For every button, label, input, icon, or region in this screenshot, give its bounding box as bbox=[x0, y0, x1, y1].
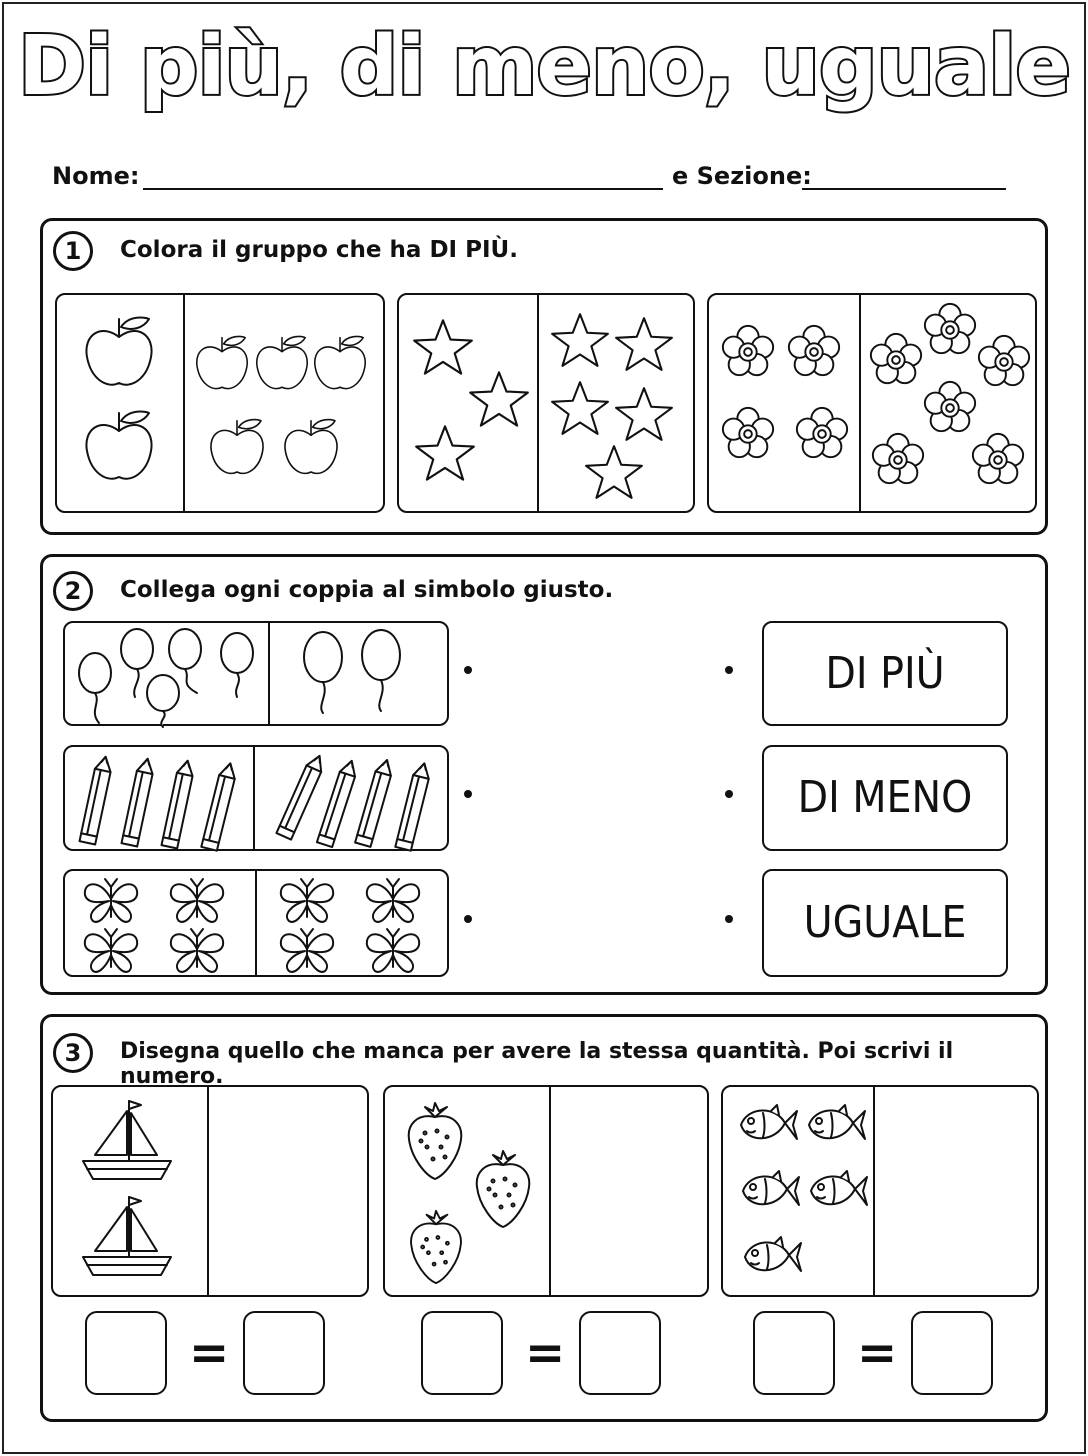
exercise-number: 1 bbox=[53, 231, 93, 271]
exercise-2 bbox=[40, 554, 1048, 995]
star-icon bbox=[413, 423, 477, 483]
pair-divider bbox=[255, 871, 257, 975]
group-pair-flowers bbox=[707, 293, 1037, 513]
butterfly-icon bbox=[79, 877, 143, 925]
butterfly-icon bbox=[361, 927, 425, 975]
answer-box-left[interactable] bbox=[753, 1311, 835, 1395]
connect-dot-right[interactable] bbox=[725, 915, 733, 923]
exercise-instruction: Colora il gruppo che ha DI PIÙ. bbox=[120, 237, 518, 263]
exercise-number: 2 bbox=[53, 571, 93, 611]
connect-dot-left[interactable] bbox=[464, 915, 472, 923]
equals-sign: = bbox=[189, 1325, 230, 1381]
flower-icon bbox=[869, 431, 927, 489]
sailboat-icon bbox=[77, 1093, 177, 1187]
exercise-3 bbox=[40, 1014, 1048, 1422]
pencil-group-icon bbox=[73, 751, 249, 851]
star-icon bbox=[549, 379, 611, 437]
butterfly-icon bbox=[79, 927, 143, 975]
exercise-1 bbox=[40, 218, 1048, 535]
flower-icon bbox=[975, 333, 1033, 391]
flower-icon bbox=[921, 301, 979, 359]
apple-icon bbox=[279, 413, 343, 483]
connect-dot-left[interactable] bbox=[464, 790, 472, 798]
group-right[interactable] bbox=[185, 295, 385, 511]
worksheet-title: Di più, di meno, uguale bbox=[18, 19, 1070, 114]
drawing-area[interactable] bbox=[209, 1087, 367, 1295]
strawberry-icon bbox=[403, 1101, 467, 1181]
drawing-area[interactable] bbox=[875, 1087, 1037, 1295]
answer-box-left[interactable] bbox=[421, 1311, 503, 1395]
name-label: Nome: bbox=[52, 162, 140, 190]
apple-icon bbox=[79, 407, 159, 487]
flower-icon bbox=[867, 331, 925, 389]
apple-icon bbox=[191, 333, 253, 395]
group-left[interactable] bbox=[709, 295, 859, 511]
option-di-piu[interactable]: DI PIÙ bbox=[762, 621, 1008, 726]
answer-box-right[interactable] bbox=[911, 1311, 993, 1395]
star-icon bbox=[467, 369, 531, 429]
group-pair-stars bbox=[397, 293, 695, 513]
section-line[interactable] bbox=[802, 188, 1006, 190]
option-di-meno[interactable]: DI MENO bbox=[762, 745, 1008, 851]
butterfly-icon bbox=[275, 877, 339, 925]
pair-pencils bbox=[63, 745, 449, 851]
apple-icon bbox=[251, 333, 313, 395]
drawing-area[interactable] bbox=[551, 1087, 707, 1295]
star-icon bbox=[613, 385, 675, 443]
butterfly-icon bbox=[361, 877, 425, 925]
flower-icon bbox=[719, 405, 777, 463]
star-icon bbox=[613, 315, 675, 373]
connect-dot-right[interactable] bbox=[725, 666, 733, 674]
equals-sign: = bbox=[857, 1325, 898, 1381]
fish-icon bbox=[737, 1167, 801, 1215]
equals-sign: = bbox=[525, 1325, 566, 1381]
group-right[interactable] bbox=[861, 295, 1037, 511]
fish-icon bbox=[735, 1101, 799, 1149]
butterfly-icon bbox=[275, 927, 339, 975]
pair-balloons bbox=[63, 621, 449, 726]
strawberry-icon bbox=[471, 1149, 535, 1229]
fish-icon bbox=[739, 1233, 803, 1281]
exercise-number: 3 bbox=[53, 1033, 93, 1073]
strawberry-icon bbox=[405, 1209, 467, 1285]
sailboat-icon bbox=[77, 1189, 177, 1283]
connect-dot-left[interactable] bbox=[464, 666, 472, 674]
butterfly-icon bbox=[165, 877, 229, 925]
fish-icon bbox=[805, 1167, 869, 1215]
balloon-group-icon bbox=[291, 627, 441, 727]
flower-icon bbox=[969, 431, 1027, 489]
pair-divider bbox=[253, 747, 255, 849]
name-line[interactable] bbox=[143, 188, 663, 190]
star-icon bbox=[549, 311, 611, 369]
group-left[interactable] bbox=[57, 295, 183, 511]
connect-dot-right[interactable] bbox=[725, 790, 733, 798]
apple-icon bbox=[309, 333, 371, 395]
group-right[interactable] bbox=[539, 295, 693, 511]
draw-panel-strawberries bbox=[383, 1085, 709, 1297]
flower-icon bbox=[793, 405, 851, 463]
draw-panel-boats bbox=[51, 1085, 369, 1297]
exercise-instruction: Disegna quello che manca per avere la stessa quantità. Poi scrivi il numero. bbox=[120, 1039, 954, 1089]
butterfly-icon bbox=[165, 927, 229, 975]
star-icon bbox=[583, 443, 645, 501]
group-left[interactable] bbox=[399, 295, 537, 511]
pencil-group-icon bbox=[265, 751, 441, 851]
answer-box-right[interactable] bbox=[579, 1311, 661, 1395]
flower-icon bbox=[719, 323, 777, 381]
exercise-instruction: Collega ogni coppia al simbolo giusto. bbox=[120, 577, 614, 603]
option-uguale[interactable]: UGUALE bbox=[762, 869, 1008, 977]
group-pair-apples bbox=[55, 293, 385, 513]
draw-panel-fish bbox=[721, 1085, 1039, 1297]
balloon-group-icon bbox=[73, 627, 263, 727]
pair-butterflies bbox=[63, 869, 449, 977]
section-label: e Sezione: bbox=[672, 162, 812, 190]
pair-divider bbox=[268, 623, 270, 724]
flower-icon bbox=[785, 323, 843, 381]
flower-icon bbox=[921, 379, 979, 437]
apple-icon bbox=[79, 313, 159, 393]
apple-icon bbox=[205, 413, 269, 483]
fish-icon bbox=[803, 1101, 867, 1149]
answer-box-right[interactable] bbox=[243, 1311, 325, 1395]
star-icon bbox=[411, 317, 475, 377]
answer-box-left[interactable] bbox=[85, 1311, 167, 1395]
